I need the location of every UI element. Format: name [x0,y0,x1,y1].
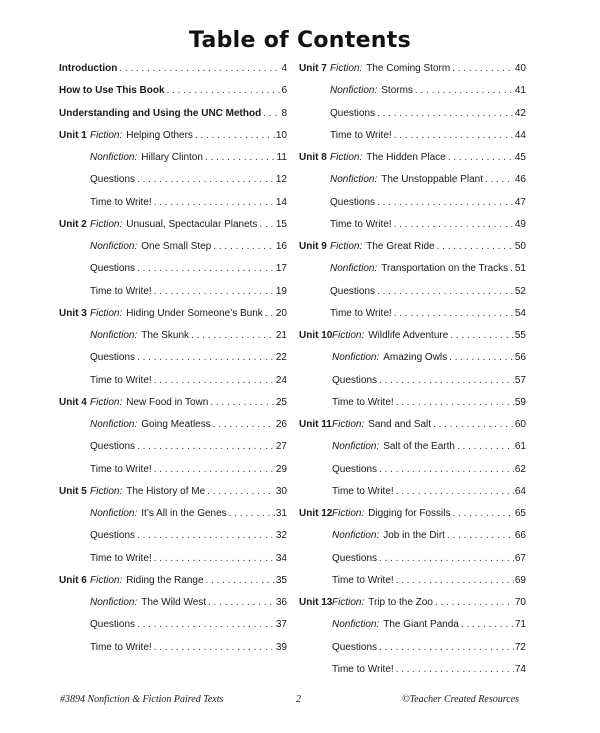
toc-entry-title: Questions [90,530,136,542]
toc-entry[interactable] [59,241,287,263]
toc-entry[interactable] [299,508,526,530]
toc-entry[interactable] [299,174,526,196]
toc-entry[interactable] [299,619,526,641]
dot-leader [137,263,275,274]
dot-leader [435,597,514,608]
page-number: 69 [514,574,526,586]
toc-entry[interactable] [59,85,287,107]
genre-label: Fiction: [332,330,365,341]
genre-label: Nonfiction: [332,352,380,364]
page-number: 14 [275,196,287,208]
dot-leader [453,508,514,519]
toc-entry[interactable] [59,197,287,219]
dot-leader [396,664,514,675]
footer-book-id: #3894 Nonfiction & Fiction Paired Texts [60,694,224,705]
toc-entry[interactable] [299,419,526,441]
toc-entry-title: Amazing Owls [383,352,448,364]
toc-entry[interactable] [59,286,287,308]
dot-leader [137,530,275,541]
toc-entry-title: Time to Write! [90,196,152,208]
dot-leader [379,464,514,475]
toc-entry-title: Digging for Fossils [368,508,451,519]
genre-label: Nonfiction: [90,419,138,430]
page-number: 64 [514,485,526,497]
page-number: 41 [514,85,526,97]
toc-entry[interactable] [59,219,287,241]
toc-entry-title: The Coming Storm [366,63,451,74]
genre-label: Fiction: [330,63,363,74]
page-number: 61 [514,441,526,453]
toc-entry[interactable] [299,108,526,130]
toc-entry[interactable] [59,375,287,397]
dot-leader [154,464,275,475]
dot-leader [119,63,280,74]
page-number: 60 [514,419,526,430]
page-number: 35 [275,574,287,586]
toc-entry[interactable] [299,464,526,486]
page-number: 71 [514,619,526,631]
toc-entry[interactable] [59,486,287,508]
page-number: 34 [275,552,287,564]
page-number: 72 [514,641,526,653]
unit-label: Unit 5 [59,485,87,497]
toc-entry[interactable] [299,642,526,664]
genre-label: Fiction: [90,218,123,230]
dot-leader [447,530,514,541]
page-number: 8 [281,107,287,119]
dot-leader [167,85,281,96]
page-number: 29 [275,463,287,475]
genre-label: Fiction: [332,419,365,430]
toc-entry-title: Storms [381,85,413,97]
toc-entry[interactable] [59,575,287,597]
page-number: 15 [275,218,287,230]
page-number: 20 [275,307,287,319]
dot-leader [137,352,275,363]
dot-leader [137,619,275,630]
dot-leader [154,286,275,297]
page-number: 62 [514,463,526,475]
unit-label: Unit 11 [299,419,332,430]
genre-label: Nonfiction: [90,597,138,608]
toc-entry[interactable] [59,419,287,441]
toc-entry[interactable] [299,597,526,619]
toc-entry[interactable] [299,130,526,152]
dot-leader [137,174,275,185]
dot-leader [377,108,514,119]
dot-leader [377,286,514,297]
page-number: 21 [275,330,287,341]
toc-entry-title: Questions [332,463,378,475]
toc-entry[interactable] [299,63,526,85]
dot-leader [377,197,514,208]
dot-leader [154,197,275,208]
page-number: 17 [275,263,287,275]
dot-leader [433,419,514,430]
dot-leader [396,575,514,586]
page-number: 47 [514,196,526,208]
unit-label: Unit 8 [299,152,327,163]
dot-leader [394,219,514,230]
dot-leader [396,486,514,497]
toc-entry-title: Hiding Under Someone’s Bunk [126,307,263,319]
toc-entry-title: Sand and Salt [368,419,432,430]
page-number: 55 [514,330,526,341]
toc-entry-title: New Food in Town [126,396,209,408]
toc-entry-title: Riding the Range [126,574,204,586]
page-number: 19 [275,285,287,297]
toc-entry[interactable] [59,553,287,575]
toc-entry-title: Time to Write! [90,374,152,386]
genre-label: Nonfiction: [332,441,380,453]
toc-entry-title: Introduction [59,63,118,74]
page-number: 25 [275,396,287,408]
dot-leader [205,152,276,163]
toc-entry-title: Time to Write! [330,307,392,319]
dot-leader [208,597,275,608]
toc-entry-title: The History of Me [126,485,206,497]
genre-label: Fiction: [90,485,123,497]
toc-entry[interactable] [299,575,526,597]
dot-leader [510,263,514,274]
genre-label: Nonfiction: [330,263,378,275]
toc-entry-title: The Wild West [141,597,207,608]
page-title: Table of Contents [189,28,411,53]
unit-label: Unit 7 [299,63,327,74]
toc-entry[interactable] [59,464,287,486]
toc-entry-title: Time to Write! [90,285,152,297]
toc-entry-title: Trip to the Zoo [368,597,433,608]
toc-entry-title: Time to Write! [330,218,392,230]
genre-label: Fiction: [330,152,363,163]
genre-label: Nonfiction: [330,174,378,186]
genre-label: Fiction: [90,129,123,141]
toc-entry[interactable] [299,85,526,107]
toc-right-column [299,63,526,686]
toc-entry[interactable] [299,441,526,463]
page-number: 46 [514,174,526,186]
page-number: 6 [281,85,287,97]
genre-label: Fiction: [332,597,365,608]
toc-entry-title: Time to Write! [90,641,152,653]
page-number: 40 [514,63,526,74]
genre-label: Nonfiction: [332,619,380,631]
page-number: 26 [275,419,287,430]
toc-entry-title: Job in the Dirt [383,530,445,542]
dot-leader [485,174,514,185]
toc-entry-title: Time to Write! [90,552,152,564]
toc-entry[interactable] [299,375,526,397]
toc-entry[interactable] [59,108,287,130]
page-number: 45 [514,152,526,163]
page-number: 42 [514,107,526,119]
dot-leader [195,130,275,141]
toc-entry-title: Questions [90,174,136,186]
page-number: 30 [275,485,287,497]
dot-leader [415,85,514,96]
dot-leader [206,575,275,586]
toc-entry[interactable] [59,530,287,552]
page-number: 52 [514,285,526,297]
toc-entry-title: Wildlife Adventure [368,330,449,341]
page-number: 54 [514,307,526,319]
dot-leader [229,508,275,519]
toc-entry[interactable] [59,619,287,641]
genre-label: Nonfiction: [90,241,138,252]
toc-entry-title: How to Use This Book [59,85,165,97]
toc-entry[interactable] [299,241,526,263]
dot-leader [154,553,275,564]
toc-entry-title: The Great Ride [366,241,435,252]
dot-leader [154,642,275,653]
toc-entry[interactable] [299,286,526,308]
footer-page-number: 2 [296,694,301,705]
page-number: 66 [514,530,526,542]
toc-entry-title: Time to Write! [332,485,394,497]
toc-entry[interactable] [59,130,287,152]
page-number: 59 [514,396,526,408]
toc-entry-title: Understanding and Using the UNC Method [59,107,262,119]
toc-entry-title: Unusual, Spectacular Planets [126,218,258,230]
toc-entry-title: Questions [332,641,378,653]
page-number: 24 [275,374,287,386]
dot-leader [191,330,275,341]
toc-entry-title: Time to Write! [332,396,394,408]
unit-label: Unit 1 [59,129,87,141]
toc-entry-title: One Small Step [141,241,212,252]
genre-label: Nonfiction: [90,508,138,519]
page-number: 27 [275,441,287,453]
dot-leader [450,330,514,341]
page-number: 22 [275,352,287,364]
page-number: 65 [514,508,526,519]
toc-entry-title: Questions [332,374,378,386]
toc-entry-title: Hillary Clinton [141,152,203,163]
page-number: 44 [514,129,526,141]
dot-leader [461,619,514,630]
dot-leader [396,397,514,408]
page-number: 4 [281,63,287,74]
toc-entry-title: Going Meatless [141,419,211,430]
toc-entry[interactable] [299,197,526,219]
genre-label: Nonfiction: [90,152,138,163]
page-number: 10 [275,129,287,141]
page-number: 31 [275,508,287,519]
genre-label: Fiction: [90,396,123,408]
page-number: 74 [514,663,526,675]
genre-label: Nonfiction: [90,330,138,341]
dot-leader [213,241,275,252]
dot-leader [379,642,514,653]
page-number: 49 [514,218,526,230]
toc-entry[interactable] [299,397,526,419]
toc-entry[interactable] [59,308,287,330]
unit-label: Unit 4 [59,396,87,408]
toc-entry[interactable] [299,530,526,552]
toc-entry[interactable] [59,330,287,352]
toc-entry[interactable] [299,219,526,241]
toc-entry-title: Transportation on the Tracks [381,263,509,275]
genre-label: Nonfiction: [330,85,378,97]
genre-label: Fiction: [90,307,123,319]
toc-entry-title: Questions [330,285,376,297]
toc-entry-title: Time to Write! [90,463,152,475]
page-number: 37 [275,619,287,631]
unit-label: Unit 2 [59,218,87,230]
toc-entry[interactable] [299,352,526,374]
toc-entry[interactable] [59,508,287,530]
genre-label: Fiction: [330,241,363,252]
page-number: 12 [275,174,287,186]
unit-label: Unit 13 [299,597,333,608]
toc-entry-title: Time to Write! [332,663,394,675]
toc-entry-title: Questions [90,352,136,364]
toc-entry[interactable] [299,330,526,352]
genre-label: Fiction: [332,508,365,519]
page-number: 39 [275,641,287,653]
toc-left-column [59,63,287,664]
toc-entry[interactable] [59,63,287,85]
genre-label: Nonfiction: [332,530,380,542]
toc-entry-title: The Giant Panda [383,619,459,631]
page-number: 36 [275,597,287,608]
unit-label: Unit 12 [299,508,333,519]
toc-entry-title: Time to Write! [330,129,392,141]
toc-entry-title: Questions [90,263,136,275]
toc-entry[interactable] [299,152,526,174]
page-number: 11 [276,152,287,163]
toc-entry[interactable] [59,441,287,463]
toc-entry-title: Questions [332,552,378,564]
toc-entry[interactable] [59,174,287,196]
footer-publisher: ©Teacher Created Resources [402,694,520,705]
toc-entry-title: The Skunk [141,330,190,341]
page-number: 32 [275,530,287,542]
toc-entry[interactable] [299,263,526,285]
toc-entry[interactable] [59,152,287,174]
toc-entry[interactable] [299,486,526,508]
toc-entry-title: Helping Others [126,129,193,141]
toc-entry[interactable] [299,308,526,330]
dot-leader [452,63,514,74]
page-number: 57 [514,374,526,386]
toc-entry[interactable] [59,263,287,285]
page-number: 50 [514,241,526,252]
dot-leader [394,130,514,141]
toc-entry-title: Questions [330,196,376,208]
toc-entry-title: Questions [90,441,136,453]
dot-leader [210,397,275,408]
toc-entry[interactable] [59,642,287,664]
dot-leader [449,352,514,363]
dot-leader [437,241,514,252]
dot-leader [448,152,514,163]
dot-leader [265,308,275,319]
unit-label: Unit 9 [299,241,327,252]
genre-label: Fiction: [90,574,123,586]
toc-entry-title: Time to Write! [332,574,394,586]
dot-leader [379,553,514,564]
unit-label: Unit 10 [299,330,333,341]
page-number: 67 [514,552,526,564]
toc-entry[interactable] [299,664,526,686]
dot-leader [379,375,514,386]
toc-entry-title: Questions [330,107,376,119]
toc-entry-title: Questions [90,619,136,631]
page-number: 51 [514,263,526,275]
dot-leader [457,441,514,452]
dot-leader [394,308,514,319]
unit-label: Unit 6 [59,574,87,586]
page-number: 56 [514,352,526,364]
toc-entry-title: Salt of the Earth [383,441,455,453]
unit-label: Unit 3 [59,307,87,319]
toc-entry-title: It’s All in the Genes [141,508,227,519]
dot-leader [154,375,275,386]
toc-entry-title: The Unstoppable Plant [381,174,483,186]
toc-entry[interactable] [299,553,526,575]
dot-leader [207,486,275,497]
toc-entry-title: The Hidden Place [366,152,446,163]
toc-entry[interactable] [59,397,287,419]
page-number: 16 [275,241,287,252]
toc-entry[interactable] [59,597,287,619]
dot-leader [137,441,275,452]
page-number: 70 [514,597,526,608]
dot-leader [259,219,274,230]
dot-leader [263,108,280,119]
dot-leader [213,419,275,430]
toc-entry[interactable] [59,352,287,374]
